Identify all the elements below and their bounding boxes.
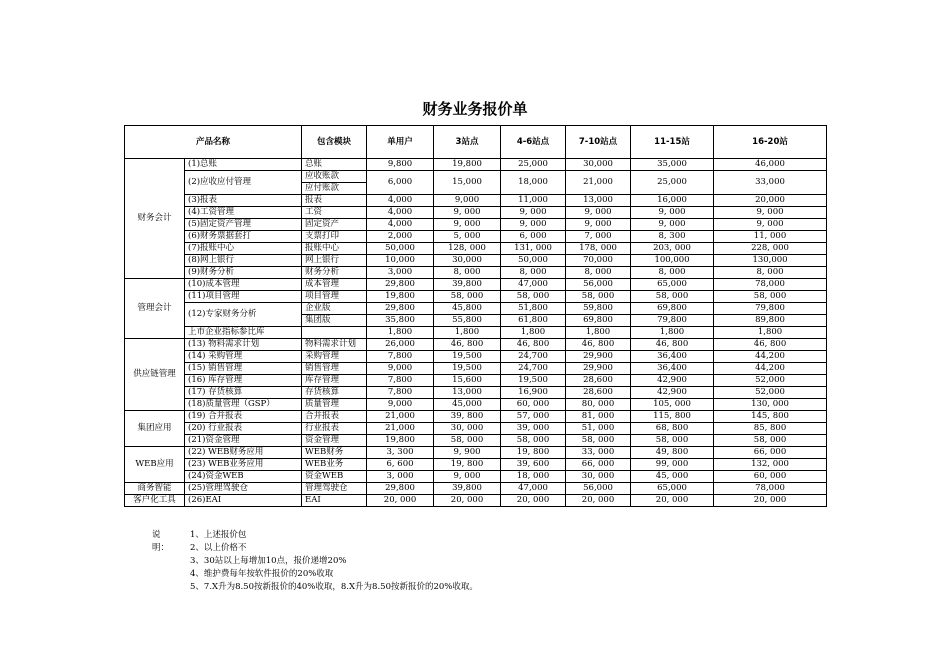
price-cell: 47,000 — [501, 279, 566, 291]
note-item: 4、维护费每年按软件报价的20%收取 — [190, 569, 334, 579]
price-cell: 56,000 — [566, 483, 631, 495]
price-cell: 105, 000 — [631, 399, 714, 411]
price-cell: 30,000 — [566, 159, 631, 171]
price-cell: 19,500 — [434, 351, 501, 363]
price-cell: 46, 800 — [631, 339, 714, 351]
product-cell: 上市企业指标参比库 — [185, 327, 302, 339]
price-table — [124, 125, 827, 507]
price-cell: 8, 000 — [434, 267, 501, 279]
module-cell: 管理驾驶仓 — [302, 483, 367, 495]
module-cell: 成本管理 — [302, 279, 367, 291]
price-cell: 50,000 — [501, 255, 566, 267]
price-cell: 9, 000 — [714, 207, 827, 219]
module-cell: 支票打印 — [302, 231, 367, 243]
price-cell: 9, 000 — [434, 219, 501, 231]
table-row — [125, 219, 827, 231]
notes-label: 说明： — [152, 530, 170, 553]
category-cell: 供应链管理 — [125, 339, 185, 411]
price-cell: 20, 000 — [434, 495, 501, 507]
price-cell: 58, 000 — [631, 291, 714, 303]
price-cell: 19, 800 — [434, 459, 501, 471]
module-cell: 合并报表 — [302, 411, 367, 423]
price-cell: 70,000 — [566, 255, 631, 267]
header-4-6-sites: 4-6站点 — [501, 126, 566, 159]
note-item: 3、30站以上每增加10点，报价递增20% — [190, 556, 347, 566]
module-cell — [302, 327, 367, 339]
price-cell: 228, 000 — [714, 243, 827, 255]
table-row — [125, 159, 827, 171]
price-cell: 15,000 — [434, 171, 501, 195]
table-row — [125, 363, 827, 375]
price-cell: 1,800 — [501, 327, 566, 339]
price-cell: 9, 000 — [566, 219, 631, 231]
price-cell: 21,000 — [566, 171, 631, 195]
price-cell: 65,000 — [631, 279, 714, 291]
price-cell: 21,000 — [367, 423, 434, 435]
module-cell: 固定资产 — [302, 219, 367, 231]
table-row — [125, 399, 827, 411]
price-cell: 44,200 — [714, 363, 827, 375]
table-row — [125, 351, 827, 363]
price-cell: 19,500 — [501, 375, 566, 387]
product-cell: (15) 销售管理 — [185, 363, 302, 375]
price-cell: 56,000 — [566, 279, 631, 291]
module-cell: 库存管理 — [302, 375, 367, 387]
product-cell: (5)固定资产管理 — [185, 219, 302, 231]
price-cell: 36,400 — [631, 351, 714, 363]
product-cell: (3)报表 — [185, 195, 302, 207]
module-cell: 质量管理 — [302, 399, 367, 411]
header-module: 包含模块 — [302, 126, 367, 159]
price-cell: 51, 000 — [566, 423, 631, 435]
price-cell: 79,800 — [714, 303, 827, 315]
price-cell: 6, 000 — [501, 231, 566, 243]
price-cell: 69,800 — [631, 303, 714, 315]
module-cell: 网上银行 — [302, 255, 367, 267]
price-cell: 33, 000 — [566, 447, 631, 459]
price-cell: 9, 900 — [434, 447, 501, 459]
module-cell: 资金管理 — [302, 435, 367, 447]
header-row — [125, 126, 827, 159]
note-item: 5、7.X升为8.50按新报价的40%收取，8.X升为8.50按新报价的20%收取。 — [190, 582, 478, 592]
category-cell: 客户化工具 — [125, 495, 185, 507]
price-cell: 203, 000 — [631, 243, 714, 255]
price-cell: 50,000 — [367, 243, 434, 255]
price-cell: 35,000 — [631, 159, 714, 171]
product-cell: (20) 行业报表 — [185, 423, 302, 435]
price-cell: 115, 800 — [631, 411, 714, 423]
note-item: 1、上述报价包 — [190, 530, 247, 540]
price-cell: 1,800 — [714, 327, 827, 339]
price-cell: 9,000 — [367, 363, 434, 375]
product-cell: (9)财务分析 — [185, 267, 302, 279]
product-cell: (14) 采购管理 — [185, 351, 302, 363]
price-cell: 25,000 — [501, 159, 566, 171]
price-cell: 3, 000 — [367, 471, 434, 483]
product-cell: (26)EAI — [185, 495, 302, 507]
price-cell: 3,000 — [367, 267, 434, 279]
table-row — [125, 435, 827, 447]
price-cell: 178, 000 — [566, 243, 631, 255]
table-row — [125, 387, 827, 399]
price-cell: 1,800 — [434, 327, 501, 339]
price-cell: 145, 800 — [714, 411, 827, 423]
price-cell: 46,000 — [714, 159, 827, 171]
price-cell: 30, 000 — [434, 423, 501, 435]
price-cell: 49, 800 — [631, 447, 714, 459]
module-cell: 财务分析 — [302, 267, 367, 279]
price-cell: 99, 000 — [631, 459, 714, 471]
price-cell: 20, 000 — [631, 495, 714, 507]
price-cell: 69,800 — [566, 315, 631, 327]
price-cell: 58, 000 — [714, 291, 827, 303]
price-cell: 47,000 — [501, 483, 566, 495]
module-cell: 项目管理 — [302, 291, 367, 303]
header-3-sites: 3站点 — [434, 126, 501, 159]
price-cell: 9,000 — [434, 195, 501, 207]
price-cell: 18, 000 — [501, 471, 566, 483]
module-cell: 物料需求计划 — [302, 339, 367, 351]
price-cell: 1,800 — [631, 327, 714, 339]
price-cell: 20, 000 — [367, 495, 434, 507]
price-cell: 28,600 — [566, 375, 631, 387]
price-cell: 4,000 — [367, 195, 434, 207]
price-cell: 66, 000 — [714, 447, 827, 459]
price-cell: 46, 800 — [501, 339, 566, 351]
table-row — [125, 231, 827, 243]
price-cell: 2,000 — [367, 231, 434, 243]
price-cell: 4,000 — [367, 219, 434, 231]
price-cell: 20, 000 — [501, 495, 566, 507]
module-cell: WEB业务 — [302, 459, 367, 471]
price-cell: 9, 000 — [631, 219, 714, 231]
product-cell: (19) 合并报表 — [185, 411, 302, 423]
module-cell: 报账中心 — [302, 243, 367, 255]
price-cell: 24,700 — [501, 351, 566, 363]
table-row — [125, 327, 827, 339]
product-cell: (21)资金管理 — [185, 435, 302, 447]
price-cell: 89,800 — [714, 315, 827, 327]
module-cell: WEB财务 — [302, 447, 367, 459]
price-cell: 5, 000 — [434, 231, 501, 243]
price-cell: 57, 000 — [501, 411, 566, 423]
price-cell: 132, 000 — [714, 459, 827, 471]
module-cell: 资金WEB — [302, 471, 367, 483]
price-cell: 13,000 — [434, 387, 501, 399]
price-cell: 51,800 — [501, 303, 566, 315]
module-cell: 报表 — [302, 195, 367, 207]
price-cell: 20, 000 — [714, 495, 827, 507]
price-cell: 29,800 — [367, 483, 434, 495]
table-row — [125, 207, 827, 219]
category-cell: WEB应用 — [125, 447, 185, 483]
table-row — [125, 339, 827, 351]
price-cell: 58, 000 — [566, 291, 631, 303]
price-cell: 58, 000 — [501, 435, 566, 447]
price-cell: 58, 000 — [566, 435, 631, 447]
price-cell: 20, 000 — [566, 495, 631, 507]
price-cell: 9, 000 — [434, 207, 501, 219]
price-cell: 59,800 — [566, 303, 631, 315]
price-cell: 19,800 — [367, 435, 434, 447]
price-cell: 39, 800 — [434, 411, 501, 423]
product-cell: (6)财务票据套打 — [185, 231, 302, 243]
price-cell: 19,800 — [367, 291, 434, 303]
product-cell: (24)资金WEB — [185, 471, 302, 483]
price-cell: 15,600 — [434, 375, 501, 387]
header-product: 产品名称 — [125, 126, 302, 159]
price-cell: 16,000 — [631, 195, 714, 207]
price-cell: 4,000 — [367, 207, 434, 219]
table-row — [125, 255, 827, 267]
category-cell: 集团应用 — [125, 411, 185, 447]
price-cell: 130, 000 — [714, 399, 827, 411]
price-cell: 9, 000 — [434, 471, 501, 483]
price-cell: 18,000 — [501, 171, 566, 195]
price-cell: 26,000 — [367, 339, 434, 351]
table-row — [125, 291, 827, 303]
table-row — [125, 471, 827, 483]
module-cell: 行业报表 — [302, 423, 367, 435]
price-cell: 7,800 — [367, 387, 434, 399]
product-cell: (22) WEB财务应用 — [185, 447, 302, 459]
price-cell: 131, 000 — [501, 243, 566, 255]
module-cell: 销售管理 — [302, 363, 367, 375]
price-cell: 39,800 — [434, 483, 501, 495]
price-cell: 30,000 — [434, 255, 501, 267]
price-cell: 8, 300 — [631, 231, 714, 243]
price-cell: 9, 000 — [501, 207, 566, 219]
price-cell: 21,000 — [367, 411, 434, 423]
price-cell: 55,800 — [434, 315, 501, 327]
price-cell: 8, 000 — [631, 267, 714, 279]
price-cell: 24,700 — [501, 363, 566, 375]
table-row — [125, 375, 827, 387]
price-cell: 16,900 — [501, 387, 566, 399]
module-cell: EAI — [302, 495, 367, 507]
price-cell: 39, 000 — [501, 423, 566, 435]
price-cell: 79,800 — [631, 315, 714, 327]
price-cell: 9, 000 — [501, 219, 566, 231]
price-cell: 80, 000 — [566, 399, 631, 411]
module-cell: 企业版 — [302, 303, 367, 315]
price-cell: 58, 000 — [501, 291, 566, 303]
price-cell: 61,800 — [501, 315, 566, 327]
price-cell: 60, 000 — [501, 399, 566, 411]
price-cell: 7,800 — [367, 351, 434, 363]
price-cell: 7, 000 — [566, 231, 631, 243]
module-cell: 工资 — [302, 207, 367, 219]
price-cell: 58, 000 — [434, 291, 501, 303]
price-cell: 29,900 — [566, 363, 631, 375]
product-cell: (7)报账中心 — [185, 243, 302, 255]
price-cell: 130,000 — [714, 255, 827, 267]
price-cell: 13,000 — [566, 195, 631, 207]
module-cell: 采购管理 — [302, 351, 367, 363]
price-cell: 52,000 — [714, 387, 827, 399]
price-cell: 42,900 — [631, 387, 714, 399]
price-cell: 81, 000 — [566, 411, 631, 423]
price-cell: 60, 000 — [714, 471, 827, 483]
product-cell: (11)项目管理 — [185, 291, 302, 303]
price-cell: 6,000 — [367, 171, 434, 195]
price-cell: 39,800 — [434, 279, 501, 291]
price-cell: 66, 000 — [566, 459, 631, 471]
price-cell: 11, 000 — [714, 231, 827, 243]
product-cell: (1)总账 — [185, 159, 302, 171]
price-cell: 9,000 — [367, 399, 434, 411]
price-cell: 1,800 — [566, 327, 631, 339]
table-row — [125, 195, 827, 207]
price-cell: 44,200 — [714, 351, 827, 363]
product-cell: (12)专家财务分析 — [185, 303, 302, 327]
module-cell: 应收账款 — [302, 171, 367, 183]
price-cell: 19,800 — [434, 159, 501, 171]
note-item: 2、以上价格不 — [190, 543, 247, 553]
product-cell: (17) 存货核算 — [185, 387, 302, 399]
notes-list — [190, 529, 478, 594]
price-cell: 65,000 — [631, 483, 714, 495]
price-cell: 29,800 — [367, 279, 434, 291]
price-cell: 11,000 — [501, 195, 566, 207]
price-cell: 9, 000 — [566, 207, 631, 219]
module-cell: 存货核算 — [302, 387, 367, 399]
product-cell: (2)应收应付管理 — [185, 171, 302, 195]
price-cell: 20,000 — [714, 195, 827, 207]
table-row — [125, 171, 827, 183]
price-cell: 52,000 — [714, 375, 827, 387]
table-row — [125, 267, 827, 279]
price-cell: 9,800 — [367, 159, 434, 171]
price-cell: 29,800 — [367, 303, 434, 315]
product-cell: (16) 库存管理 — [185, 375, 302, 387]
price-cell: 25,000 — [631, 171, 714, 195]
price-cell: 45, 000 — [631, 471, 714, 483]
table-row — [125, 483, 827, 495]
price-table-body — [125, 159, 827, 507]
header-single-user: 单用户 — [367, 126, 434, 159]
price-cell: 58, 000 — [434, 435, 501, 447]
header-11-15-sites: 11-15站 — [631, 126, 714, 159]
price-cell: 8, 000 — [714, 267, 827, 279]
category-cell: 管理会计 — [125, 279, 185, 339]
category-cell: 商务智能 — [125, 483, 185, 495]
price-cell: 30, 000 — [566, 471, 631, 483]
price-cell: 46, 800 — [434, 339, 501, 351]
price-cell: 46, 800 — [566, 339, 631, 351]
header-16-20-sites: 16-20站 — [714, 126, 827, 159]
table-row — [125, 279, 827, 291]
price-cell: 58, 000 — [714, 435, 827, 447]
module-cell: 集团版 — [302, 315, 367, 327]
price-cell: 8, 000 — [501, 267, 566, 279]
price-cell: 19, 800 — [501, 447, 566, 459]
price-cell: 45,000 — [434, 399, 501, 411]
module-cell: 应付账款 — [302, 183, 367, 195]
category-cell: 财务会计 — [125, 159, 185, 279]
price-cell: 9, 000 — [714, 219, 827, 231]
price-cell: 58, 000 — [631, 435, 714, 447]
price-cell: 100,000 — [631, 255, 714, 267]
price-cell: 39, 600 — [501, 459, 566, 471]
price-cell: 6, 600 — [367, 459, 434, 471]
price-cell: 36,400 — [631, 363, 714, 375]
price-cell: 68, 800 — [631, 423, 714, 435]
table-row — [125, 423, 827, 435]
price-cell: 10,000 — [367, 255, 434, 267]
product-cell: (8)网上银行 — [185, 255, 302, 267]
table-row — [125, 243, 827, 255]
price-cell: 1,800 — [367, 327, 434, 339]
price-cell: 8, 000 — [566, 267, 631, 279]
table-row — [125, 459, 827, 471]
price-cell: 46, 800 — [714, 339, 827, 351]
module-cell: 总账 — [302, 159, 367, 171]
table-row — [125, 303, 827, 315]
price-cell: 85, 800 — [714, 423, 827, 435]
price-cell: 45,800 — [434, 303, 501, 315]
price-cell: 35,800 — [367, 315, 434, 327]
table-row — [125, 447, 827, 459]
table-row — [125, 411, 827, 423]
price-cell: 9, 000 — [631, 207, 714, 219]
product-cell: (18)质量管理（GSP） — [185, 399, 302, 411]
product-cell: (10)成本管理 — [185, 279, 302, 291]
header-7-10-sites: 7-10站点 — [566, 126, 631, 159]
price-cell: 128, 000 — [434, 243, 501, 255]
price-cell: 42,900 — [631, 375, 714, 387]
price-cell: 19,500 — [434, 363, 501, 375]
product-cell: (13) 物料需求计划 — [185, 339, 302, 351]
price-cell: 78,000 — [714, 279, 827, 291]
price-cell: 28,600 — [566, 387, 631, 399]
table-row — [125, 495, 827, 507]
price-cell: 7,800 — [367, 375, 434, 387]
page-title: 财务业务报价单 — [422, 100, 528, 118]
price-cell: 3, 300 — [367, 447, 434, 459]
price-cell: 78,000 — [714, 483, 827, 495]
price-cell: 29,900 — [566, 351, 631, 363]
price-cell: 33,000 — [714, 171, 827, 195]
product-cell: (23) WEB业务应用 — [185, 459, 302, 471]
product-cell: (4)工资管理 — [185, 207, 302, 219]
product-cell: (25)管理驾驶仓 — [185, 483, 302, 495]
